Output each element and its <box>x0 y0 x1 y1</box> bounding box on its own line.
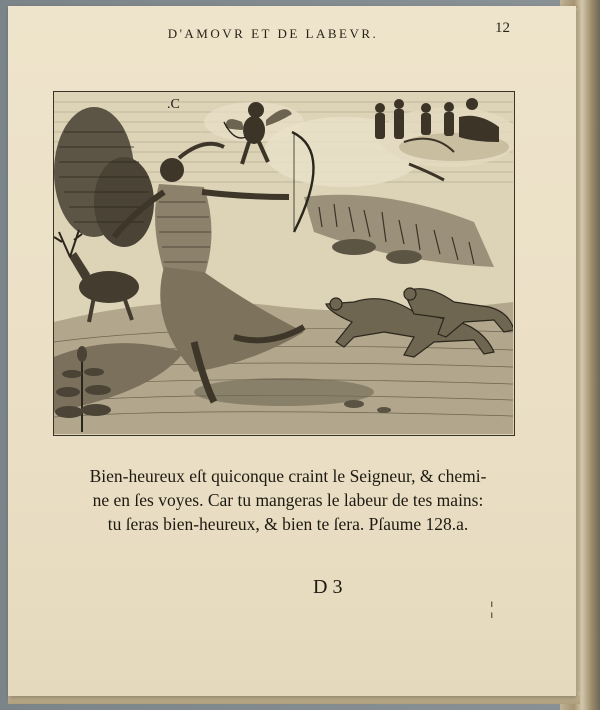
caption-line-1: Bien-heureux eſt quiconque craint le Seigneur, & chemi- <box>89 466 487 486</box>
ink-mark: ¦ <box>490 598 494 618</box>
signature-mark: D 3 <box>313 576 343 598</box>
engraving-illustration <box>54 92 513 434</box>
hunt-procession-icon <box>304 195 494 267</box>
trees-icon <box>54 107 154 247</box>
running-head: D'AMOVR ET DE LABEVR. <box>167 26 379 41</box>
plate-letter: .C <box>167 97 180 112</box>
caption <box>48 464 528 536</box>
page-number: 12 <box>495 20 510 36</box>
caption-line-2: ne en ſes voyes. Car tu mangeras le labeur de tes mains: <box>92 490 484 510</box>
engraving-plate <box>53 91 515 436</box>
caption-line-3: tu ſeras bien-heureux, & bien te ſera. Pſaume 128.a. <box>107 514 469 534</box>
book-page <box>8 6 576 696</box>
